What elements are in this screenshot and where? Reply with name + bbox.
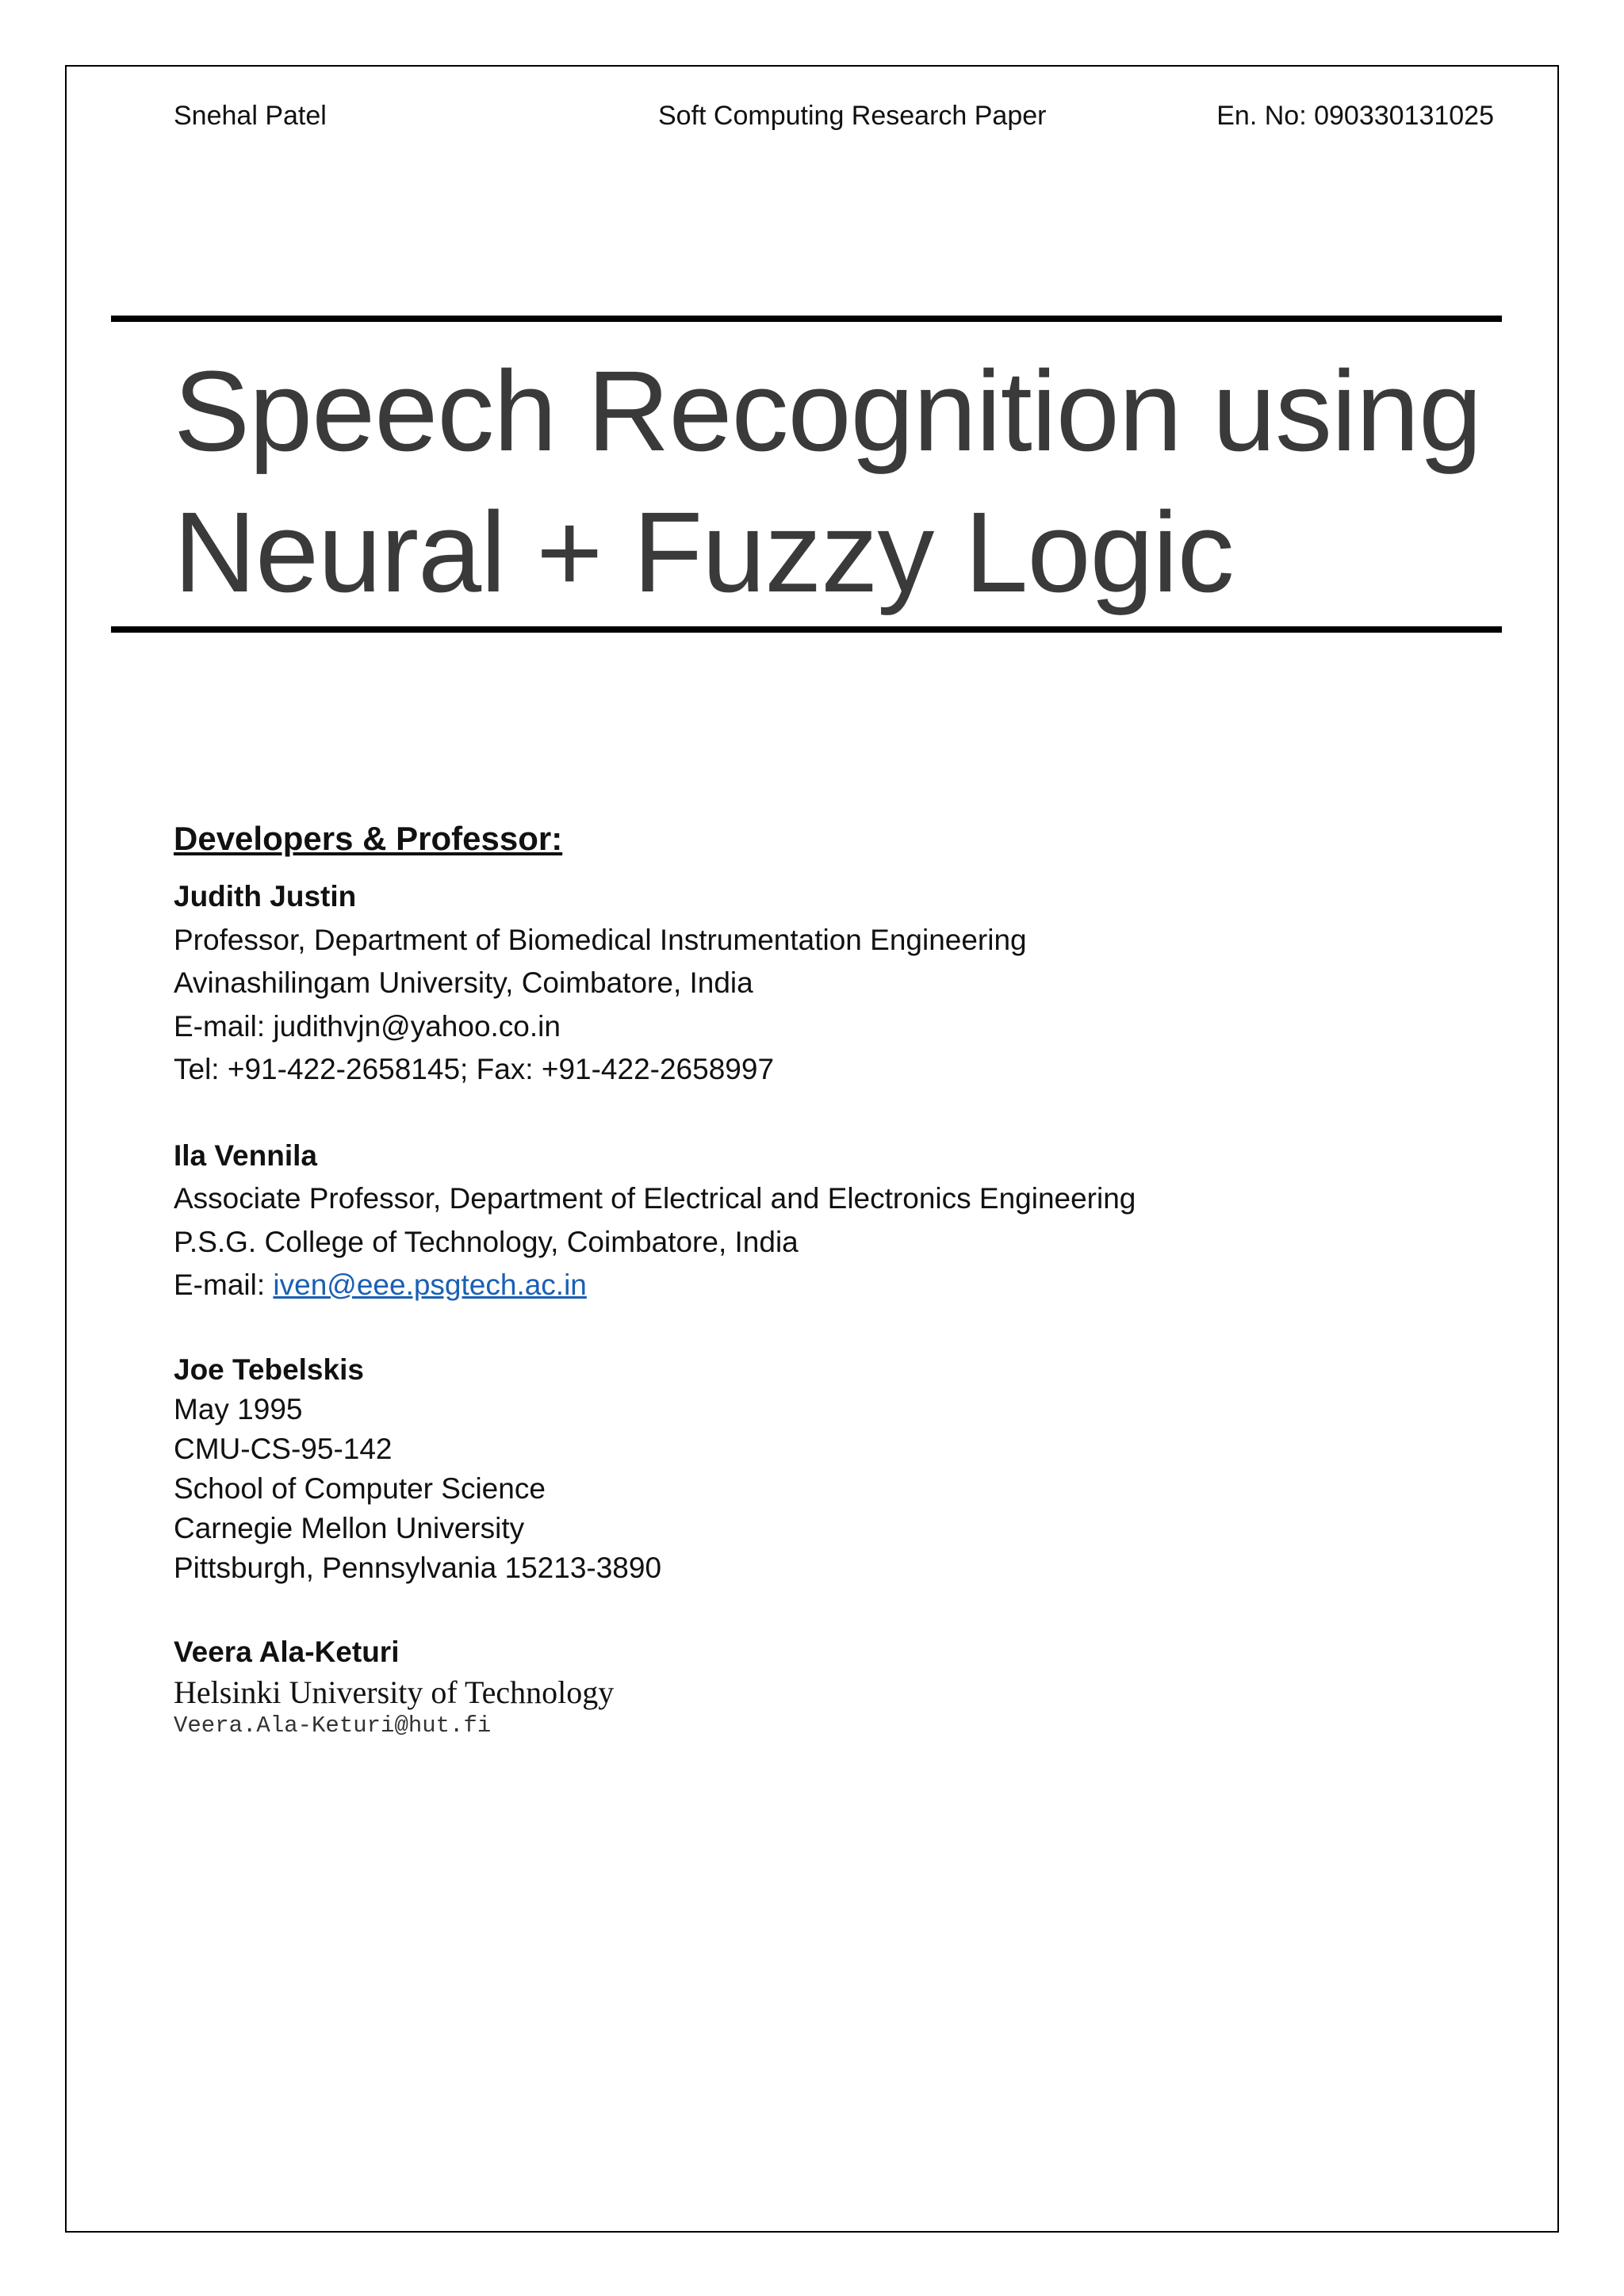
person-line: Associate Professor, Department of Electrical and Electronics Engineering [174, 1182, 1136, 1215]
person-name: Judith Justin [174, 880, 357, 913]
title-line-1: Speech Recognition using [174, 347, 1482, 475]
title-rule-top [111, 316, 1502, 322]
person-line: P.S.G. College of Technology, Coimbatore, India [174, 1225, 799, 1258]
email-label: E-mail: [174, 1269, 274, 1301]
section-heading: Developers & Professor: [174, 820, 563, 857]
person-email-row [174, 1264, 1442, 1307]
title-line-2: Neural + Fuzzy Logic [174, 488, 1234, 616]
title-rule-bottom [111, 626, 1502, 633]
page-header [0, 98, 1624, 133]
person-line: CMU-CS-95-142 [174, 1432, 393, 1465]
person-veera-ala-keturi [174, 1631, 1442, 1741]
header-author: Snehal Patel [174, 101, 327, 131]
person-line: May 1995 [174, 1392, 303, 1425]
person-name: Veera Ala-Keturi [174, 1635, 400, 1668]
person-line: Pittsburgh, Pennsylvania 15213-3890 [174, 1551, 662, 1584]
person-institution: Helsinki University of Technology [174, 1674, 615, 1710]
email-link[interactable]: iven@eee.psgtech.ac.in [273, 1269, 587, 1301]
document-title [174, 341, 1522, 623]
person-email: Veera.Ala-Keturi@hut.fi [174, 1712, 492, 1739]
header-subject: Soft Computing Research Paper [658, 101, 1047, 131]
person-line: School of Computer Science [174, 1471, 546, 1505]
header-enrollment: En. No: 090330131025 [1216, 101, 1494, 131]
person-phone: Tel: +91-422-2658145; Fax: +91-422-2658997 [174, 1053, 775, 1085]
person-line: Professor, Department of Biomedical Instrumentation Engineering [174, 923, 1027, 956]
person-name: Ila Vennila [174, 1138, 317, 1172]
person-joe-tebelskis [174, 1350, 1442, 1588]
person-email: E-mail: judithvjn@yahoo.co.in [174, 1009, 561, 1043]
person-name: Joe Tebelskis [174, 1353, 364, 1386]
person-line: Avinashilingam University, Coimbatore, India [174, 966, 753, 999]
person-line: Carnegie Mellon University [174, 1511, 525, 1544]
person-ila-vennila [174, 1135, 1442, 1307]
person-judith-justin [174, 875, 1442, 1092]
contributors-section [174, 810, 1442, 1783]
